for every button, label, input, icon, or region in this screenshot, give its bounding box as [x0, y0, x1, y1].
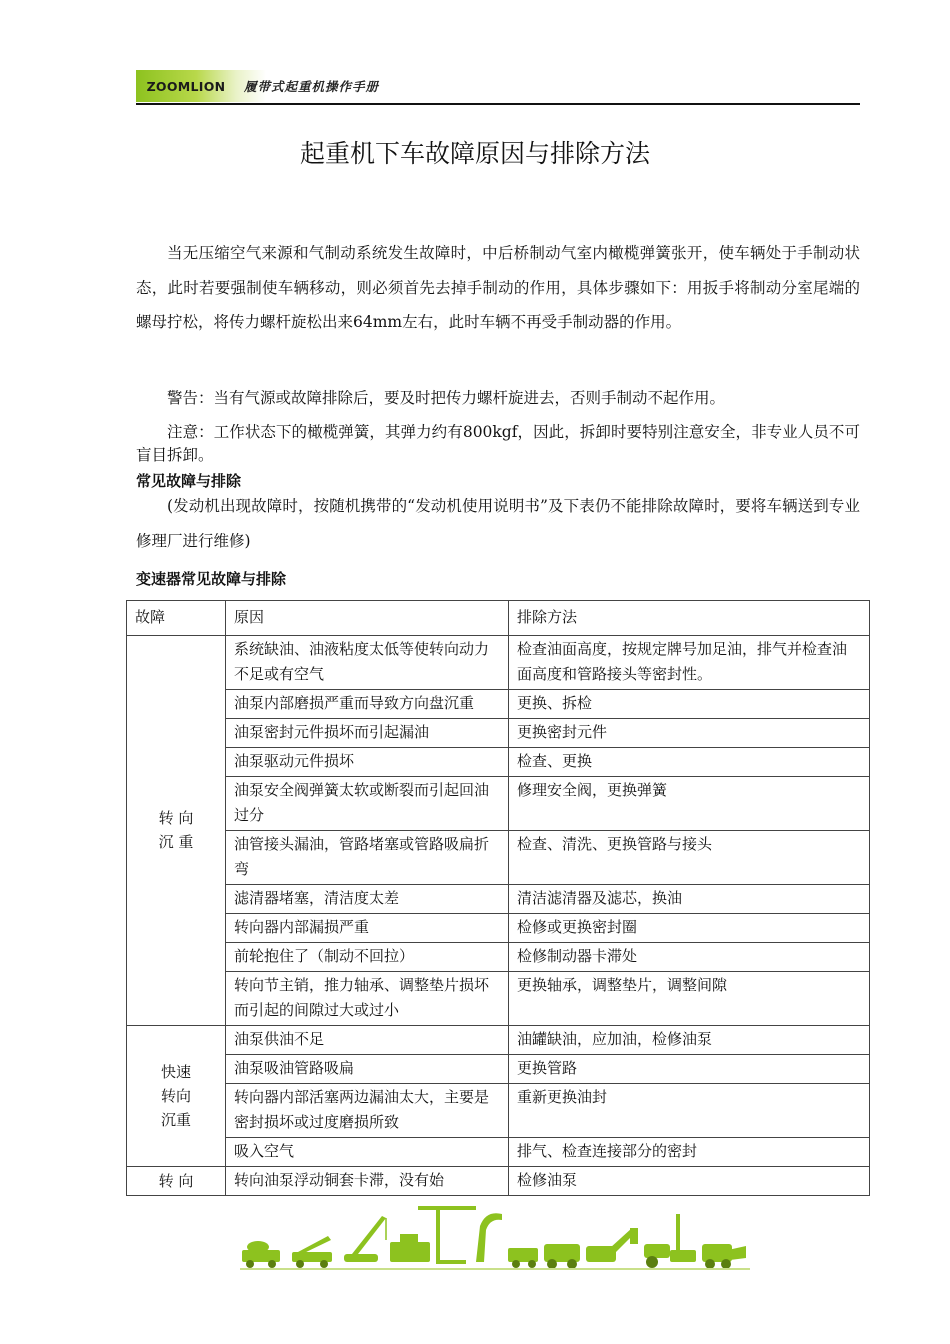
fault-fast-steering-heavy: 快速 转向 沉重 — [127, 1026, 226, 1167]
remedy-cell: 重新更换油封 — [509, 1084, 870, 1138]
remedy-cell: 更换管路 — [509, 1055, 870, 1084]
table-row — [127, 719, 870, 748]
cause-cell: 吸入空气 — [226, 1138, 509, 1167]
table-row — [127, 914, 870, 943]
cause-cell: 油泵吸油管路吸扁 — [226, 1055, 509, 1084]
remedy-cell: 更换、拆检 — [509, 690, 870, 719]
remedy-cell: 清洁滤清器及滤芯，换油 — [509, 885, 870, 914]
cause-cell: 油泵内部磨损严重而导致方向盘沉重 — [226, 690, 509, 719]
cause-cell: 油泵密封元件损坏而引起漏油 — [226, 719, 509, 748]
table-row — [127, 1026, 870, 1055]
table-row — [127, 636, 870, 690]
table-row — [127, 777, 870, 831]
remedy-cell: 更换密封元件 — [509, 719, 870, 748]
remedy-cell: 排气、检查连接部分的密封 — [509, 1138, 870, 1167]
zoomlion-logo — [136, 70, 236, 102]
cause-cell: 前轮抱住了（制动不回拉） — [226, 943, 509, 972]
section-heading-common-faults: 常见故障与排除 — [136, 472, 242, 490]
page-header — [136, 66, 860, 106]
header-cause: 原因 — [226, 601, 509, 636]
cause-cell: 转向器内部活塞两边漏油太大，主要是密封损坏或过度磨损所致 — [226, 1084, 509, 1138]
remedy-cell: 检修制动器卡滞处 — [509, 943, 870, 972]
table-row — [127, 972, 870, 1026]
table-row — [127, 943, 870, 972]
paragraph-notice: 注意：工作状态下的橄榄弹簧，其弹力约有800kgf，因此，拆卸时要特别注意安全，非专业人员不可盲目拆卸。 — [136, 423, 860, 464]
remedy-cell: 检查、清洗、更换管路与接头 — [509, 831, 870, 885]
header-fault: 故障 — [127, 601, 226, 636]
paragraph-brake-release: 当无压缩空气来源和气制动系统发生故障时，中后桥制动气室内橄榄弹簧张开，使车辆处于手制动状态，此时若要强制使车辆移动，则必须首先去掉手制动的作用，具体步骤如下：用扳手将制动分室尾端的螺母拧松，将传力螺杆旋松出来64mm左右，此时车辆不再受手制动器的作用。 — [136, 244, 860, 331]
remedy-cell: 更换轴承，调整垫片，调整间隙 — [509, 972, 870, 1026]
remedy-cell: 检查、更换 — [509, 748, 870, 777]
manual-title: 履带式起重机操作手册 — [244, 79, 380, 94]
paragraph-warning: 警告：当有气源或故障排除后，要及时把传力螺杆旋进去，否则手制动不起作用。 — [167, 389, 726, 407]
header-divider — [136, 103, 860, 105]
table-row — [127, 885, 870, 914]
remedy-cell: 检修或更换密封圈 — [509, 914, 870, 943]
remedy-cell: 油罐缺油，应加油，检修油泵 — [509, 1026, 870, 1055]
cause-cell: 油泵驱动元件损坏 — [226, 748, 509, 777]
page-title: 起重机下车故障原因与排除方法 — [299, 139, 650, 168]
table-row — [127, 831, 870, 885]
remedy-cell: 检修油泵 — [509, 1167, 870, 1196]
cause-cell: 油泵供油不足 — [226, 1026, 509, 1055]
cause-cell: 转向节主销，推力轴承、调整垫片损坏而引起的间隙过大或过小 — [226, 972, 509, 1026]
paragraph-engine-note: (发动机出现故障时，按随机携带的“发动机使用说明书”及下表仍不能排除故障时，要将车辆送到专业修理厂进行维修) — [136, 497, 860, 550]
machinery-silhouettes-icon — [242, 1206, 746, 1269]
table-row — [127, 690, 870, 719]
cause-cell: 油管接头漏油，管路堵塞或管路吸扁折弯 — [226, 831, 509, 885]
logo-text: ZOOMLION — [146, 78, 226, 94]
cause-cell: 滤清器堵塞，清洁度太差 — [226, 885, 509, 914]
table-row — [127, 1084, 870, 1138]
footer-machinery-banner — [240, 1200, 750, 1272]
table-row — [127, 748, 870, 777]
cause-cell: 系统缺油、油液粘度太低等使转向动力不足或有空气 — [226, 636, 509, 690]
cause-cell: 油泵安全阀弹簧太软或断裂而引起回油过分 — [226, 777, 509, 831]
table-row — [127, 1055, 870, 1084]
fault-steering-heavy: 转 向 沉 重 — [127, 636, 226, 1026]
fault-steering: 转 向 — [127, 1167, 226, 1196]
fault-table — [126, 600, 870, 1196]
table-row — [127, 1167, 870, 1196]
remedy-cell: 检查油面高度，按规定牌号加足油，排气并检查油面高度和管路接头等密封性。 — [509, 636, 870, 690]
cause-cell: 转向油泵浮动铜套卡滞，没有始 — [226, 1167, 509, 1196]
section-heading-transmission: 变速器常见故障与排除 — [136, 570, 287, 588]
cause-cell: 转向器内部漏损严重 — [226, 914, 509, 943]
header-remedy: 排除方法 — [509, 601, 870, 636]
table-header-row — [127, 601, 870, 636]
remedy-cell: 修理安全阀，更换弹簧 — [509, 777, 870, 831]
table-row — [127, 1138, 870, 1167]
